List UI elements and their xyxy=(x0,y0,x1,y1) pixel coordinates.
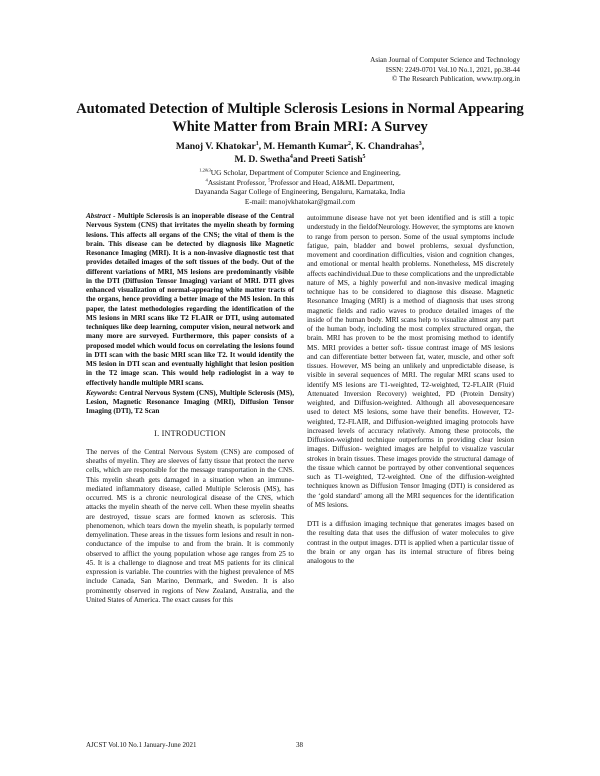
section-heading-introduction: I. INTRODUCTION xyxy=(154,428,226,438)
right-column xyxy=(307,214,514,566)
paper-title-line1: Automated Detection of Multiple Sclerosis Lesions in Normal Appearing xyxy=(76,101,524,117)
affiliation-text: Professor and Head, AI&ML Department, xyxy=(270,177,395,187)
journal-publisher: © The Research Publication, www.trp.org.in xyxy=(391,75,520,83)
author-sup: 2 xyxy=(348,140,351,147)
affiliation-line3: Dayananda Sagar College of Engineering, Bengaluru, Karnataka, India xyxy=(194,187,406,197)
body-paragraph: DTI is a diffusion imaging technique that generates images based on the resulting data that uses the diffusion of water molecules to give contrast in the output images. DTI is applied when a particular tissue of the brain or any organ has its internal structure of fibres being analogous to the xyxy=(307,520,514,565)
affiliation-line2 xyxy=(60,178,540,188)
author-name: , K. Chandrahas xyxy=(351,141,419,152)
keywords xyxy=(86,389,294,417)
keywords-label: Keywords xyxy=(86,388,115,397)
journal-name: Asian Journal of Computer Science and Technology xyxy=(370,56,520,64)
author-email: E-mail: manojvkhatokar@gmail.com xyxy=(244,196,356,206)
affiliation-line1 xyxy=(60,168,540,178)
journal-header xyxy=(220,56,520,85)
body-paragraph: autoimmune disease have not yet been identified and is still a topic understudy in the fieldofNeurology. However, the symptoms are known to range from person to person. Some of the usual symptoms include fatigue, pain, bladder and bowel problems, sexual dysfunction, movement and coordination difficulties, vision and cognition changes, and emotional or mental health problems. Nonetheless, MS discretely affects eachindividual.Due to these complications and the unpredictable nature of MS, a highly powerful and non-invasive medical imaging technique has to be considered to diagnose this disease. Magnetic Resonance Imaging (MRI) is a method of diagnosis that uses strong magnetic fields and radio waves to produce detailed images of the inside of the human body. MRI scans help to visualize almost any part of the human body, including the most complex structured organ, the brain. MRI has proven to be the most promising method to identify MS. MRI provides a better soft- tissue contrast image of MS lesions and can differentiate better between fat, water, muscle, and other soft tissues. However, MS being an unlikely and unpredictable disease, is visible in several sequences of MRI. The regular MRI scans used to identify MS lesions are T1-weighted, T2-weighted, T2-FLAIR (Fluid Attenuated Inversion Recovery) weighted, PD (Protein Density) weighted, and Diffusion-weighted. Although all abovesequencesare used to detect MS lesions, some have their benefits. However, T2-weighted, T2-FLAIR, and Diffusion-weighted imaging protocols have increased levels of accuracy relatively. Among these protocols, the Diffusion-weighted technique outperforms in providing clear lesion images. Diffusion- weighted images are helpful to visualize vascular strokes in brain tissues. These images provide the structural damage of the tissue which cannot be portrayed by other conventional sequences such as T1-weighted, T2-weighted. One of the diffusion-weighted techniques known as Diffusion Tensor Imaging (DTI) is considered as the ‘gold standard’ among all the MRI sequences for the identification of MS lesions. xyxy=(307,214,514,509)
paper-title-line2: White Matter from Brain MRI: A Survey xyxy=(172,119,428,135)
affiliations xyxy=(60,168,540,206)
keywords-text: : Central Nervous System (CNS), Multiple Sclerosis (MS), Lesion, Magnetic Resonance Imaging (MRI), Diffusion Tensor Imaging (DTI), T2 Scan xyxy=(86,388,294,416)
abstract-text: - Multiple Sclerosis is an inoperable disease of the Central Nervous System (CNS) that irritates the myelin sheath by forming lesions. This affects all organs of the CNS; the vital of them is the brain. This disease can be detected by diagnosis like Magnetic Resonance Imaging (MRI). It is a non-invasive diagnostic test that provides detailed images of the soft tissues of the body. Out of the different variations of MRI, MS lesions are predominantly visible in the DTI (Diffusion Tensor Imaging) variant of MRI. DTI gives enhanced visualization of normal-appearing white matter tracts of the organs, hence providing a better image of the MS lesion. In this paper, the latest methodologies regarding the identification of the MS lesions in MRI scans like T2 FLAIR or DTI, using automated techniques like deep learning, computer vision, neural network and many more are surveyed. Furthermore, this paper consists of a proposed model which would focus on correlating the lesions found in DTI scan with the basic MRI scan like T2. It would identify the MS lesion in DTI scan and eventually highlight that lesion position in the T2 image scan. This would help radiologist in a way to effectively handle multiple MRI scans. xyxy=(86,212,294,387)
author-sup: 5 xyxy=(362,153,366,160)
intro-paragraph: The nerves of the Central Nervous System (CNS) are composed of sheaths of myelin. They are sleeves of fatty tissue that protect the nerve cells, which are responsible for the message transportation in the CNS. This myelin sheath gets damaged in a situation when an immune-mediated inflammatory disease, called Multiple Sclerosis (MS), has occurred. MS is a chronic neurological disease of the CNS, which attacks the myelin sheath of the nerve cell. When these myelin sheaths are destroyed, tissue scars are formed known as sclerosis. This phenomenon, which tears down the myelin sheath, is popularly termed demyelination. These areas in the tissues form lesions and result in non-conductance of the impulse to and from the brain. It is commonly observed to afflict the young population whose age ranges from 25 to 45. It is a challenge to diagnose and treat MS patients for its clinical expression is variable. The countries with the highest prevalence of MS include Canada, San Marino, Denmark, and Sweden. It is also prominently observed in regions of New Zealand, Australia, and the United States of America. The exact causes for this xyxy=(86,447,294,604)
paper-title xyxy=(40,100,560,136)
paragraph-gap xyxy=(307,510,514,520)
author-name: M. D. Swetha xyxy=(234,154,290,165)
affiliation-text: UG Scholar, Department of Computer Science and Engineering, xyxy=(210,168,401,177)
page-number: 38 xyxy=(296,741,303,749)
author-sup: 4 xyxy=(289,153,293,160)
abstract xyxy=(86,212,294,388)
affiliation-text: Assistant Professor, xyxy=(207,177,269,187)
journal-issn: ISSN: 2249-0701 Vol.10 No.1, 2021, pp.38-44 xyxy=(385,65,520,74)
abstract-label: Abstract xyxy=(86,212,111,220)
author-name: and Preeti Satish xyxy=(292,154,363,165)
left-column xyxy=(86,212,294,605)
authors-line2 xyxy=(60,153,540,166)
affiliation-sup: 4 xyxy=(205,177,208,183)
footer-journal: AJCST Vol.10 No.1 January-June 2021 xyxy=(86,741,197,749)
author-sup: 3 xyxy=(418,140,422,147)
author-sup: 1 xyxy=(255,140,259,147)
author-name: , M. Hemanth Kumar xyxy=(258,141,349,152)
authors-line1: Manoj V. Khatokar$^1$, M. Hemanth Kumar$^2$, K. Chandrahas$^3$, xyxy=(175,140,425,152)
author-name: Manoj V. Khatokar xyxy=(175,141,256,152)
affiliation-sup: 5 xyxy=(268,177,271,183)
author-list xyxy=(60,140,540,166)
affiliation-sup: 1,2&3 xyxy=(199,167,211,173)
